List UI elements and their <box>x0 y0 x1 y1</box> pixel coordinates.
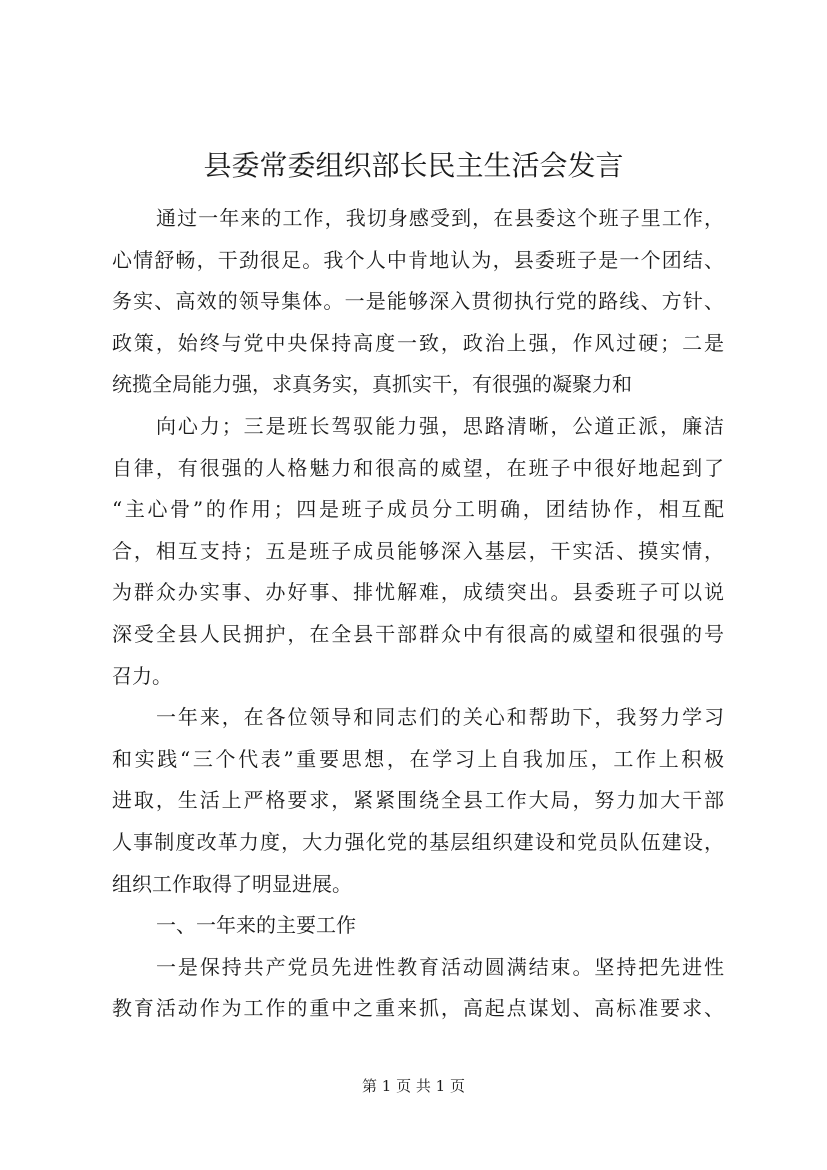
text-line: 通过一年来的工作，我切身感受到，在县委这个班子里工作， <box>156 206 724 230</box>
page-number-footer: 第 1 页 共 1 页 <box>362 1077 465 1095</box>
text-line: 一年来，在各位领导和同志们的关心和帮助下，我努力学习 <box>156 705 724 730</box>
text-line: 心情舒畅，干劲很足。我个人中肯地认为，县委班子是一个团结、 <box>112 247 724 272</box>
text-line: “主心骨”的作用；四是班子成员分工明确，团结协作，相互配 <box>112 497 724 522</box>
text-line: 进取，生活上严格要求，紧紧围绕全县工作大局，努力加大干部 <box>112 788 724 813</box>
section-heading: 一、一年来的主要工作 <box>156 913 356 938</box>
document-title: 县委常委组织部长民主生活会发言 <box>203 149 624 182</box>
text-line: 合，相互支持；五是班子成员能够深入基层，干实活、摸实情， <box>112 538 724 563</box>
text-line: 统揽全局能力强，求真务实，真抓实干，有很强的凝聚力和 <box>112 372 632 397</box>
text-line: 人事制度改革力度，大力强化党的基层组织建设和党员队伍建设， <box>112 829 724 854</box>
text-line: 深受全县人民拥护，在全县干部群众中有很高的威望和很强的号 <box>112 621 724 646</box>
text-line: 为群众办实事、办好事、排忧解难，成绩突出。县委班子可以说 <box>112 580 724 605</box>
text-line: 自律，有很强的人格魅力和很高的威望，在班子中很好地起到了 <box>112 455 724 480</box>
text-line: 向心力；三是班长驾驭能力强，思路清晰，公道正派，廉洁 <box>156 413 724 438</box>
text-line: 组织工作取得了明显进展。 <box>112 871 352 896</box>
text-line: 政策，始终与党中央保持高度一致，政治上强，作风过硬；二是 <box>112 330 724 355</box>
text-line: 召力。 <box>112 663 172 688</box>
document-body <box>112 198 724 1030</box>
text-line: 务实、高效的领导集体。一是能够深入贯彻执行党的路线、方针、 <box>112 289 724 314</box>
text-line: 一是保持共产党员先进性教育活动圆满结束。坚持把先进性 <box>156 954 724 979</box>
text-line: 和实践“三个代表”重要思想，在学习上自我加压，工作上积极 <box>112 746 724 771</box>
text-line: 教育活动作为工作的重中之重来抓，高起点谋划、高标准要求、 <box>112 996 724 1021</box>
